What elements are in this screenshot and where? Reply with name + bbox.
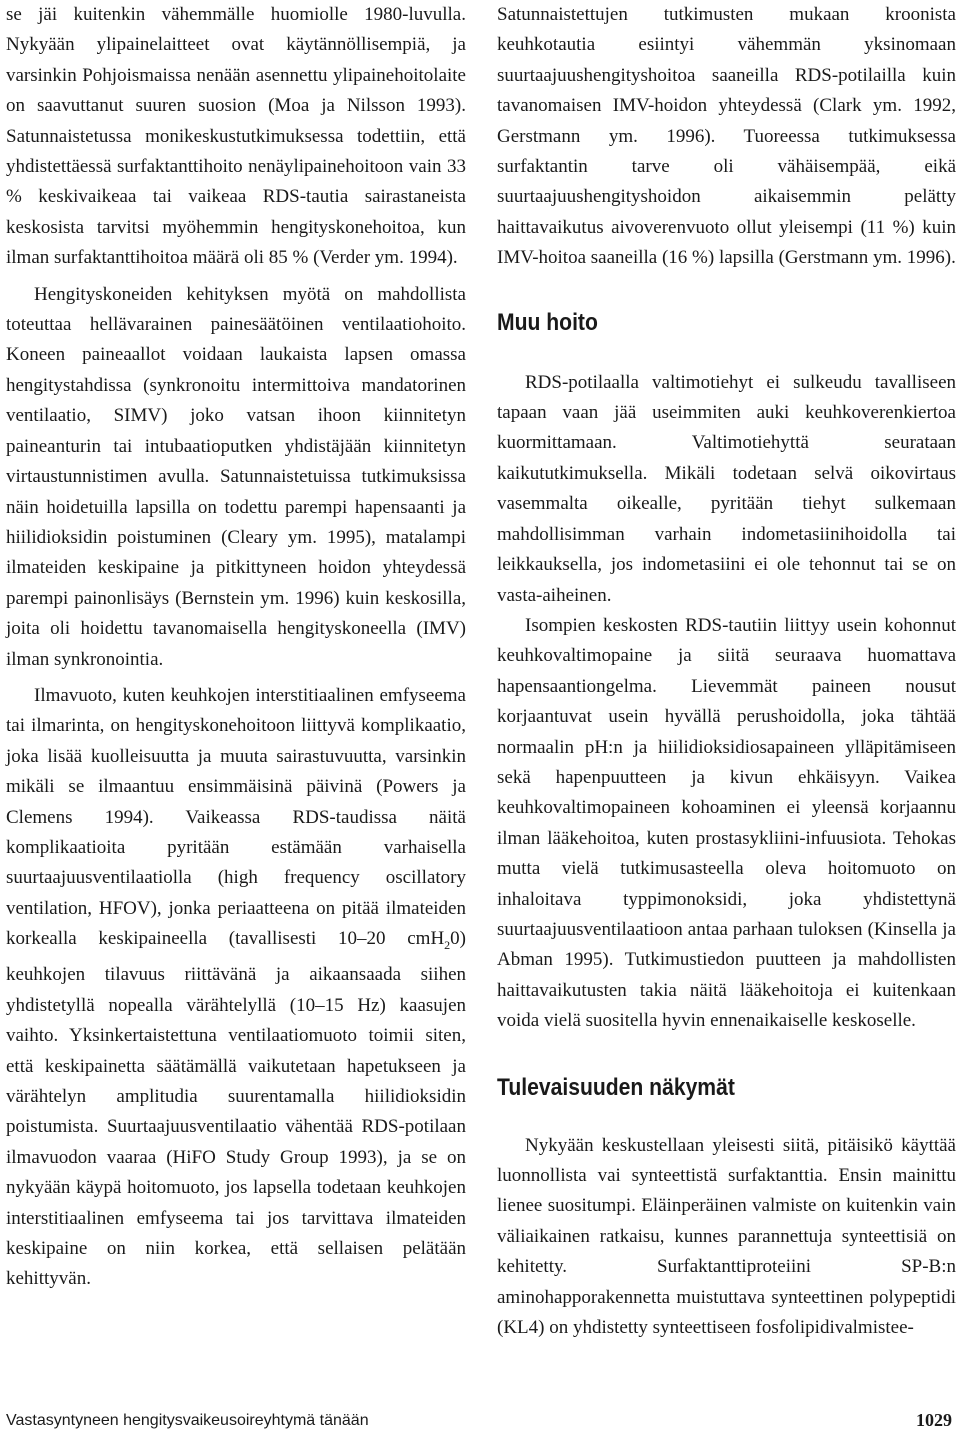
running-footer-title: Vastasyntyneen hengitysvaikeusoireyhtymä tänään [6,1412,369,1429]
paragraph-surfaktantti: Nykyään keskustellaan yleisesti siitä, pitäisikö käyttää luonnollista vai synteettistä surfaktanttia. Ensin mainittu lienee suositumpi. Eläinperäinen valmiste on kuitenkin vain väliaikainen ratkaisu, kunnes parannettuja synteettisiä on kehitetty. Surfaktanttiproteiini SP-B:n aminohapporakennetta muistuttava synteettinen polypeptidi (KL4) on yhdistetty synteettiseen fosfolipidivalmistee- [497,1134,956,1339]
section-heading-tulevaisuuden-nakymat: Tulevaisuuden näkymät [497,1073,735,1101]
right-column [497,0,956,1343]
paragraph-hengityskoneet: Hengityskoneiden kehityksen myötä on mahdollista toteuttaa hellävarainen painesäätöinen ventilaatiohoito. Koneen paineaallot voidaan laukaista lapsen omassa hengitystahdissa (synkronoitu intermittoiva mandatorinen ventilaatio, SIMV) joko vatsan ihoon kiinnitetyn paineanturin tai intubaatioputken yhdistäjään kiinnitetyn virtaustunnistimen avulla. Satunnaistetuissa tutkimuksissa näin hoidetuilla lapsilla on todettu parempi hapensaanti ja hiilidioksidin poistuminen (Cleary ym. 1995), matalampi ilmateiden keskipaine ja pitkittyneen hoidon yhteydessä parempi painonlisäys (Bernstein ym. 1996) kuin keskosilla, joita oli hoidettu tavanomaisella hengityskoneella (IMV) ilman synkronointia. [6,283,466,670]
paragraph-ylipaine: se jäi kuitenkin vähemmälle huomiolle 1980-luvulla. Nykyään ylipainelaitteet ovat käytännöllisempiä, ja varsinkin Pohjoismaissa nenään asennettu ylipainehoitolaite on saavuttanut suuren suosion (Moa ja Nilsson 1993). Satunnaistetussa monikeskustutkimuksessa todettiin, että yhdistettäessä surfaktanttihoito nenäylipainehoitoon vain 33 % keskivaikeaa tai vaikeaa RDS-tautia sairastaneista keskosista tarvitsi myöhemmin hengityskonehoitoa, kun ilman surfaktanttihoitoa määrä oli 85 % (Verder ym. 1994). [6,4,466,269]
paragraph-ilmavuoto-part2: 0) keuhkojen tilavuus riittävänä ja aikaansaada siihen yhdistetyllä nopealla värähtelyllä (10–15 Hz) kaasujen vaihto. Yksinkertaistettuna ventilaatiomuoto toimii siten, että keskipainetta säätämällä vaikutetaan hapetukseen ja värähtelyn amplitudia suurentamalla hiilidioksidin poistumista. Suurtaajuusventilaatio vähentää RDS-potilaan ilmavuodon vaaraa (HiFO Study Group 1993), ja se on nykyään käypä hoitomuoto, jos lapsella todetaan keuhkojen interstitiaalinen emfyseema tai jos tarvittava ilmateiden keskipaine on niin korkea, että sellaisen pelätään kehittyvän. [6,928,466,1290]
left-column [6,0,466,1295]
paragraph-valtimotiehyt: RDS-potilaalla valtimotiehyt ei sulkeudu tavalliseen tapaan vaan jää useimmiten auki keuhkoverenkiertoa kuormittamaan. Valtimotiehyttä seurataan kaikututkimuksella. Mikäli todetaan selvä oikovirtaus vasemmalta oikealle, pyritään tiehyt sulkemaan mahdollisimman varhain indometasiinihoidolla tai leikkauksella, jos indometasiini ei ole tehonnut tai se on vasta-aiheinen. [497,371,956,606]
paragraph-ilmavuoto [6,681,466,1295]
paragraph-ilmavuoto-part1: Ilmavuoto, kuten keuhkojen interstitiaalinen emfyseema tai ilmarinta, on hengityskonehoitoon liittyvä komplikaatio, joka lisää kuolleisuutta ja muuta sairastuvuutta, varsinkin mikäli se ilmaantuu ensimmäisinä päivinä (Powers ja Clemens 1994). Vaikeassa RDS-taudissa näitä komplikaatioita pyritään estämään varhaisella suurtaajuusventilaatiolla (high frequency oscillatory ventilation, HFOV), jonka periaatteena on pitää ilmateiden korkealla keskipaineella (tavallisesti 10–20 cmH [6,684,466,950]
paragraph-suurtaajuus: Satunnaistettujen tutkimusten mukaan kroonista keuhkotautia esiintyi vähemmän yksinomaan suurtaajuushengityshoitoa saaneilla RDS-potilailla kuin tavanomaisen IMV-hoidon yhteydessä (Clark ym. 1992, Gerstmann ym. 1996). Tuoreessa tutkimuksessa surfaktantin tarve oli vähäisempää, eikä suurtaajuushengityshoidon aikaisemmin pelätty haittavaikutus aivoverenvuoto ollut yleisempi (11 %) kuin IMV-hoitoa saaneilla (16 %) lapsilla (Gerstmann ym. 1996). [497,4,956,269]
subscript-2: 2 [444,937,451,952]
page-number: 1029 [916,1410,952,1430]
paragraph-keuhkovaltimopaine: Isompien keskosten RDS-tautiin liittyy usein kohonnut keuhkovaltimopaine ja siitä seuraava huomattava hapensaantiongelma. Lievemmät paineen nousut korjaantuvat usein hyvällä perushoidolla, joka tähtää normaalin pH:n ja hiilidioksidiosapaineen ylläpitämiseen sekä hapenpuutteen ja kivun ehkäisyyn. Vaikea keuhkovaltimopaineen kohoaminen ei yleensä korjaannu ilman lääkehoitoa, kuten prostasykliini-infuusiota. Tehokas mutta vielä tutkimusasteella oleva hoitomuoto on inhaloitava typpimonoksidi, joka yhdistettynä suurtaajuusventilaatioon antaa parhaan tuloksen (Kinsella ja Abman 1995). Tutkimustiedon puutteen ja mahdollisten haittavaikutusten takia näitä lääkehoitoja ei kuitenkaan voida vielä suositella hyvin ennenaikaiselle keskoselle. [497,614,956,1032]
section-heading-muu-hoito: Muu hoito [497,308,598,336]
